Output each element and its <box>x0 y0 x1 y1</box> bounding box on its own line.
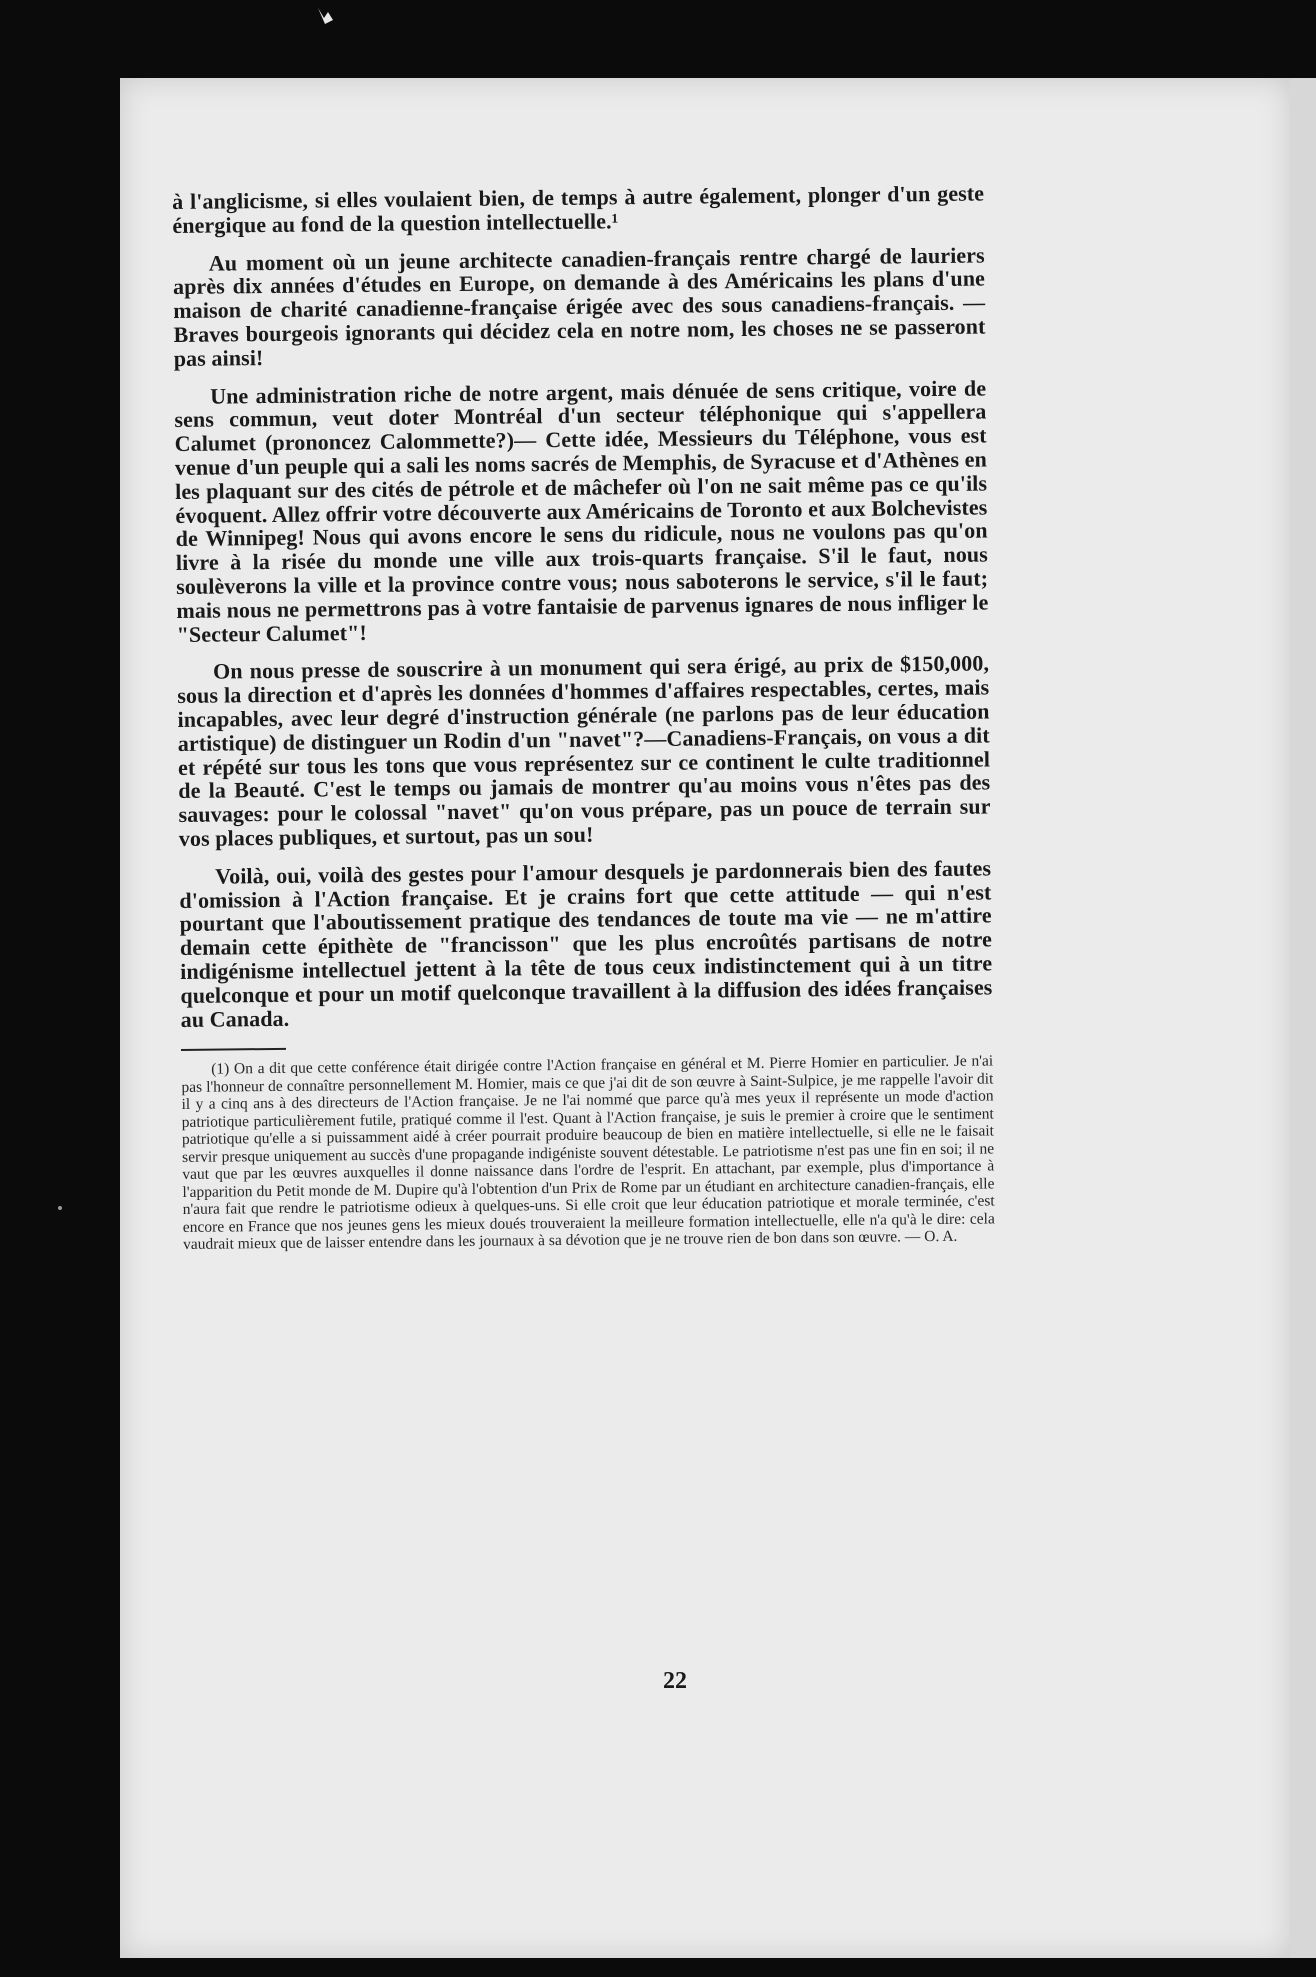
adjacent-page-edge <box>1290 78 1316 1958</box>
footnote-divider <box>181 1048 286 1051</box>
paragraph-2: Au moment où un jeune architecte canadien-français rentre chargé de lauriers après dix années d'études en Europe, on demande à des Américains les plans d'une maison de charité canadienne-française érigée avec des sous canadiens-français. — Braves bourgeois ignorants qui décidez cela en notre nom, les choses ne se passeront pas ainsi! <box>172 242 986 371</box>
paragraph-5: Voilà, oui, voilà des gestes pour l'amour desquels je pardonnerais bien des fautes d'omission à l'Action française. Et je crains fort que cette attitude — qui n'est pourtant que l'aboutissement pratique des tendances de toute ma vie — ne m'attire demain cette épithète de "francisson" que les plus encroûtés partisans de notre indigénisme intellectuel jettent à la tête de tous ceux indistinctement qui à un titre quelconque et pour un motif quelconque travaillent à la diffusion des idées françaises au Canada. <box>179 855 993 1032</box>
paragraph-1: à l'anglicisme, si elles voulaient bien, de temps à autre également, plonger d'un geste énergique au fond de la question intellectuelle.¹ <box>171 180 985 238</box>
page-text-block <box>172 181 995 1253</box>
scan-artifact-mark <box>318 8 333 24</box>
footnote: (1) On a dit que cette conférence était dirigée contre l'Action française en général et M. Pierre Homier en particulier. Je n'ai pas l'honneur de connaître personnellement M. Homier, mais ce que j'ai dit de son œuvre à Saint-Sulpice, je me rappelle l'avoir dit il y a cinq ans à des directeurs de l'Action française. Je ne l'ai nommé que parce qu'à mes yeux il représente un mode d'action patriotique particulièrement futile, pratiqué comme il l'est. Quant à l'Action française, je suis le premier à croire que le sentiment patriotique qu'elle a si puissamment aidé à créer pourrait produire beaucoup de bien en matière intellectuelle, si elle ne le faisait servir presque uniquement au succès d'une propagande indigéniste souvent détestable. Le patriotisme n'est pas une fin en soi; il ne vaut que par les œuvres auxquelles il donne naissance dans l'ordre de l'esprit. En attachant, par exemple, plus d'importance à l'apparition du Petit monde de M. Dupire qu'à l'obtention d'un Prix de Rome par un étudiant en architecture canadien-français, elle n'aura fait que rendre le patriotisme odieux à quelques-uns. Si elle croit que leur éducation patriotique et morale terminée, c'est encore en France que nos jeunes gens les mieux doués trouveraient la meilleure formation intellectuelle, elle n'a qu'à le dire: cela vaudrait mieux que de laisser entendre dans les journaux à sa dévotion que je ne trouve rien de bon dans son œuvre. — O. A. <box>181 1052 995 1254</box>
paragraph-4: On nous presse de souscrire à un monument qui sera érigé, au prix de $150,000, sous la direction et d'après les données d'hommes d'affaires respectables, certes, mais incapables, avec leur degré d'instruction générale (ne parlons pas de leur éducation artistique) de distinguer un Rodin d'un "navet"?—Canadiens-Français, on vous a dit et répété sur tous les tons que vous représentez sur ce continent le culte traditionnel de la Beauté. C'est le temps ou jamais de montrer qu'au moins vous n'êtes pas des sauvages: pour le colossal "navet" qu'on vous prépare, pas un pouce de terrain sur vos places publiques, et surtout, pas un sou! <box>177 650 991 851</box>
paragraph-3: Une administration riche de notre argent, mais dénuée de sens critique, voire de sens commun, veut doter Montréal d'un secteur téléphonique qui s'appellera Calumet (prononcez Calommette?)— Cette idée, Messieurs du Téléphone, vous est venue d'un peuple qui a sali les noms sacrés de Memphis, de Syracuse et d'Athènes en les plaquant sur des cités de pétrole et de mâchefer où l'on ne sait même pas ce qu'ils évoquent. Allez offrir votre découverte aux Américains de Toronto et aux Bolchevistes de Winnipeg! Nous qui avons encore le sens du ridicule, nous ne voulons pas qu'on livre à la risée du monde une ville aux trois-quarts française. S'il le faut, nous soulèverons la ville et la province contre vous; nous saboterons le service, s'il le faut; mais nous ne permettrons pas à votre fantaisie de parvenus ignares de nous infliger le "Secteur Calumet"! <box>174 375 989 647</box>
page-number: 22 <box>663 1668 687 1694</box>
scan-speck <box>58 1206 62 1210</box>
